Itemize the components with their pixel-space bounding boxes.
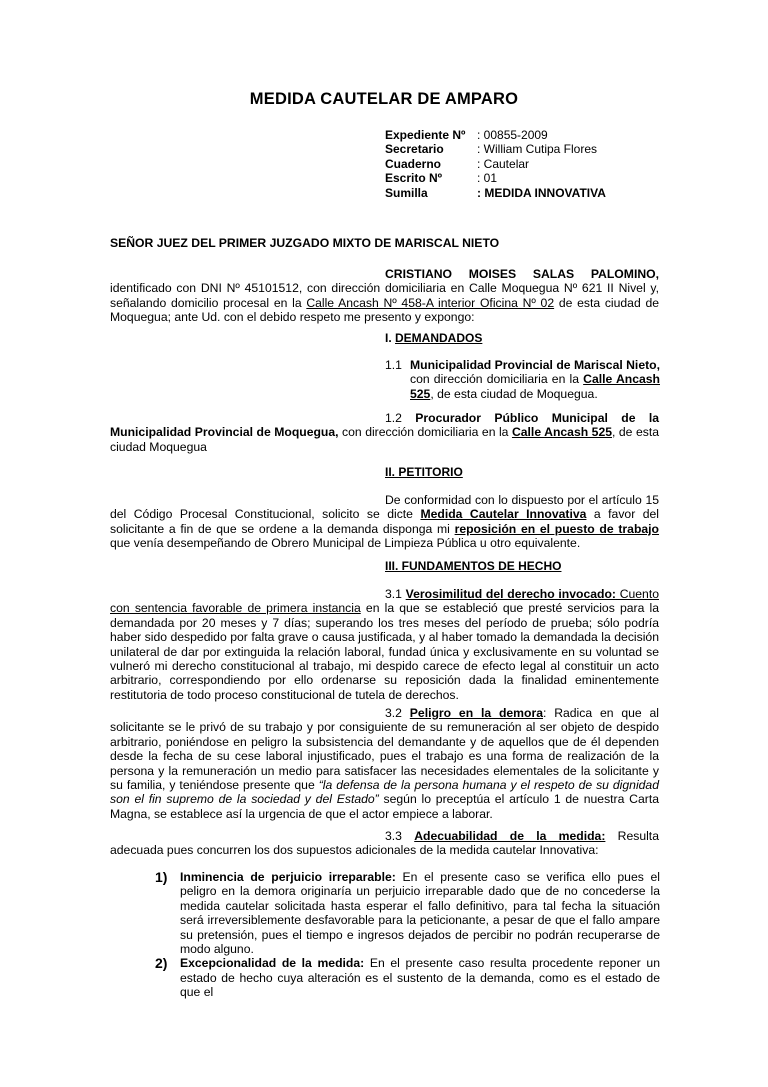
meta-key: Escrito Nº [385, 171, 443, 186]
defendant-2-text-2: , de esta ciudad Moquegua [110, 425, 659, 454]
meta-key: Sumilla [385, 185, 428, 200]
list-item-text: En el presente caso se verifica ello pues el peligro en la demora originaría un perjuicio irreparable dado que de no concederse la medida cautelar solicitada hasta esperar el fallo definitivo, para tal fecha la situación será irreversiblemente desfavorable para la peticionante, a pesar de que el fallo ampare su pretensión, pues el tiempo e ingresos dejados de percibir no podrán recuperarse de modo alguno. [180, 870, 660, 957]
meta-row-expediente [385, 128, 675, 142]
meta-value: : 01 [477, 171, 498, 186]
defendant-1-text: con dirección domiciliaria en la [410, 372, 584, 387]
list-item-text: En el presente caso resulta procedente reponer un estado de hecho cuya alteración es el sustento de la demanda, como es el estado de que el [180, 956, 660, 1000]
meta-value: : MEDIDA INNOVATIVA [477, 185, 606, 200]
defendant-2-text: con dirección domiciliaria en la [338, 425, 512, 440]
procedural-address: Calle Ancash Nº 458-A interior Oficina Nº 02 [306, 295, 555, 310]
paragraph-3-1-underlined: Cuento con sentencia favorable de primera instancia [110, 587, 659, 616]
intro-paragraph [110, 267, 659, 325]
paragraph-3-1-text: en la que se estableció que presté servicios para la demandada por 20 meses y 7 días; superando los tres meses del período de prueba; sólo podría haber sido despedido por falta grave o causa justificada, y al haber tomado la demandada la decisión unilateral de dar por extinguida la relación laboral, fundad única y exclusivamente en su voluntad se vulneró mi derecho constitucional al trabajo, mi despido carece de efecto legal al constituir un acto arbitrario, correspondiendo por ello ordenarse su reposición dada la finalidad eminentemente restitutoria de todo proceso constitucional de tutela de derechos. [110, 601, 660, 702]
petition-reinstatement: reposición en el puesto de trabajo [454, 521, 660, 536]
requirements-list [155, 870, 660, 1000]
list-item-number: 2) [155, 955, 168, 972]
section-1-heading [385, 331, 482, 345]
paragraph-3-3-text: Resulta adecuada pues concurren los dos supuestos adicionales de la medida cautelar Innovativa: [110, 829, 659, 858]
case-metadata [385, 128, 675, 200]
defendant-2-address: Calle Ancash 525 [511, 425, 613, 440]
defendant-1-address: Calle Ancash 525 [410, 372, 660, 401]
paragraph-3-3-heading: Adecuabilidad de la medida: [414, 829, 606, 843]
section-3-heading [385, 559, 561, 573]
petitioner-name: CRISTIANO MOISES SALAS PALOMINO, [385, 267, 659, 281]
list-item-number: 1) [155, 869, 168, 885]
paragraph-3-2-number: 3.2 [385, 706, 410, 720]
petition-text-3: que venía desempeñando de Obrero Municipal de Limpieza Pública u otro equivalente. [110, 536, 581, 551]
paragraph-3-1-heading: Verosimilitud del derecho invocado: [405, 587, 616, 601]
petition-text-2: a favor del solicitante a fin de que se ordene a la demanda disponga mi [110, 507, 660, 536]
meta-value: : William Cutipa Flores [477, 142, 598, 157]
meta-value: : Cautelar [477, 156, 530, 171]
defendant-1-number: 1.1 [385, 358, 402, 372]
petition-measure: Medida Cautelar Innovativa [420, 507, 587, 522]
defendant-2-name: Procurador Público Municipal de la Municipalidad Provincial de Moquegua, [110, 411, 659, 440]
petition-paragraph [110, 493, 659, 551]
section-1-title: DEMANDADOS [395, 331, 483, 345]
list-item [155, 956, 660, 999]
paragraph-3-2-quote: “la defensa de la persona humana y el respeto de su dignidad son el fin supremo de la sociedad y del Estado” [110, 778, 659, 807]
meta-value: : 00855-2009 [477, 128, 548, 142]
meta-row-sumilla [385, 186, 675, 200]
page-title: MEDIDA CAUTELAR DE AMPARO [249, 90, 519, 108]
defendant-2 [110, 411, 659, 454]
list-item-heading: Excepcionalidad de la medida: [180, 956, 365, 971]
paragraph-3-2-text-2: según lo preceptúa el artículo 1 de nuestra Carta Magna, se establece así la urgencia de que el actor empiece a laborar. [110, 792, 659, 821]
section-2-title: II. PETITORIO [385, 465, 463, 479]
intro-text-2: de esta ciudad de Moquegua; ante Ud. con el debido respeto me presento y expongo: [110, 295, 659, 325]
defendant-1-text-2: , de esta ciudad de Moquegua. [430, 386, 598, 401]
paragraph-3-2 [110, 706, 659, 821]
list-item [155, 870, 660, 956]
section-2-heading [385, 465, 463, 479]
petition-text: De conformidad con lo dispuesto por el artículo 15 del Código Procesal Constitucional, solicito se dicte [110, 493, 659, 522]
defendant-2-number: 1.2 [385, 411, 416, 425]
intro-text: identificado con DNI Nº 45101512, con dirección domiciliaria en Calle Moquegua Nº 621 II Nivel y, señalando domicilio procesal en la [110, 281, 659, 310]
paragraph-3-2-heading: Peligro en la demora [409, 706, 543, 720]
section-1-number: I. [385, 331, 396, 345]
paragraph-3-1 [110, 587, 659, 702]
meta-row-secretario [385, 142, 675, 156]
paragraph-3-3-number: 3.3 [385, 829, 415, 843]
list-item-heading: Inminencia de perjuicio irreparable: [180, 870, 396, 884]
addressee: SEÑOR JUEZ DEL PRIMER JUZGADO MIXTO DE MARISCAL NIETO [110, 236, 500, 250]
meta-key: Secretario [385, 142, 444, 157]
defendant-1-name: Municipalidad Provincial de Mariscal Nieto, [410, 358, 660, 372]
meta-key: Cuaderno [385, 156, 442, 171]
meta-key: Expediente Nº [385, 128, 466, 142]
meta-row-cuaderno [385, 157, 675, 171]
paragraph-3-1-number: 3.1 [385, 587, 406, 601]
section-3-title: III. FUNDAMENTOS DE HECHO [385, 559, 562, 573]
paragraph-3-3 [110, 829, 659, 858]
meta-row-escrito [385, 171, 675, 185]
paragraph-3-2-text: : Radica en que al solicitante se le privó de su trabajo y por consiguiente de su remuneración al ser objeto de despido arbitrario, poniéndose en peligro la subsistencia del demandante y de aquellos que de él dependen desde la fecha de su cese laboral injustificado, pues el trabajo es una forma de realización de la persona y la remuneración un medio para satisfacer las necesidades elementales de la solicitante y su familia, y teniéndose presente que [110, 706, 659, 793]
